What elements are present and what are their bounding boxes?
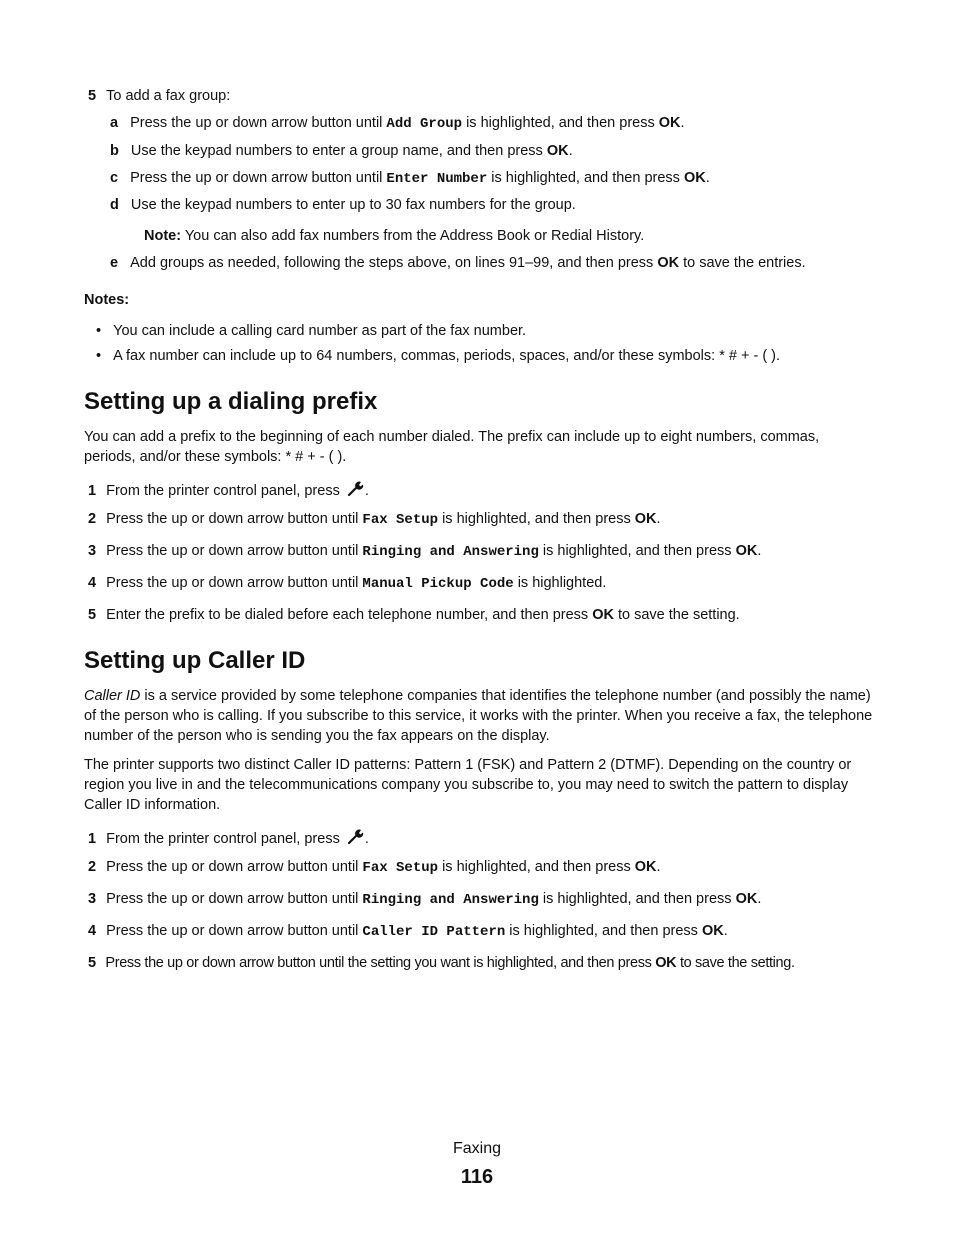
prefix-step-2 bbox=[88, 510, 661, 529]
ok-label: OK bbox=[634, 511, 657, 527]
notes-label bbox=[84, 291, 129, 309]
menu-item-code: Enter Number bbox=[386, 171, 488, 187]
substep-letter: a bbox=[110, 115, 119, 131]
step-text: Press the up or down arrow button until bbox=[106, 923, 359, 939]
step-text: Press the up or down arrow button until bbox=[106, 543, 359, 559]
substep-letter: c bbox=[110, 170, 119, 186]
section-heading: Setting up Caller ID bbox=[84, 647, 306, 674]
step-number: 3 bbox=[88, 543, 97, 559]
menu-item-code: Caller ID Pattern bbox=[362, 924, 506, 940]
step-text: Press the up or down arrow button until bbox=[106, 891, 359, 907]
punct: . bbox=[568, 143, 573, 159]
callerid-step-2 bbox=[88, 858, 661, 877]
step-text: Press the up or down arrow button until bbox=[106, 859, 359, 875]
punct: . bbox=[364, 831, 369, 847]
substep-letter: e bbox=[110, 255, 119, 271]
page-number: 116 bbox=[460, 1166, 494, 1188]
note-item-text: A fax number can include up to 64 numbers, commas, periods, spaces, and/or these symbols: * # + - ( ). bbox=[113, 348, 781, 364]
ok-label: OK bbox=[658, 115, 681, 131]
step-number: 5 bbox=[88, 955, 96, 971]
menu-item-code: Ringing and Answering bbox=[362, 892, 539, 908]
substep-letter: b bbox=[110, 143, 119, 159]
callerid-step-1 bbox=[88, 827, 369, 848]
note-text: You can also add fax numbers from the Address Book or Redial History. bbox=[184, 228, 645, 244]
step-number: 1 bbox=[88, 831, 97, 847]
intro-text: is a service provided by some telephone companies that identifies the telephone number (and possibly the name) of the person who is calling. If you subscribe to this service, it works with the printer. When you receive a fax, the telephone number of the person who is sending you the fax appears on the display. bbox=[84, 688, 873, 744]
bullet-icon: • bbox=[96, 348, 102, 364]
step-text: is highlighted, and then press bbox=[442, 511, 631, 527]
step-text: Press the up or down arrow button until bbox=[106, 575, 359, 591]
punct: . bbox=[757, 543, 762, 559]
substep-c bbox=[110, 169, 710, 188]
prefix-step-5 bbox=[88, 606, 740, 624]
punct: . bbox=[723, 923, 728, 939]
step-number: 2 bbox=[88, 859, 97, 875]
prefix-step-1 bbox=[88, 479, 369, 500]
ok-label: OK bbox=[634, 859, 657, 875]
step-number: 2 bbox=[88, 511, 97, 527]
callerid-para2: The printer supports two distinct Caller ID patterns: Pattern 1 (FSK) and Pattern 2 (DTMF). Depending on the country or region you live in and the telecommunications company you subscribe to, you may need to switch the pattern to display Caller ID information. bbox=[84, 757, 852, 813]
step-text: is highlighted. bbox=[517, 575, 607, 591]
step-text: To add a fax group: bbox=[106, 88, 231, 104]
step-text: to save the setting. bbox=[679, 955, 795, 971]
footer-section: Faxing bbox=[452, 1140, 502, 1157]
wrench-icon bbox=[347, 479, 365, 497]
step-text: is highlighted, and then press bbox=[542, 543, 732, 559]
note-item bbox=[96, 322, 526, 340]
bullet-icon: • bbox=[96, 323, 102, 339]
step-text: Press the up or down arrow button until bbox=[106, 511, 359, 527]
ok-label: OK bbox=[735, 543, 758, 559]
substep-text: to save the entries. bbox=[683, 255, 806, 271]
ok-label: OK bbox=[657, 255, 680, 271]
substep-text: Add groups as needed, following the steps above, on lines 91–99, and then press bbox=[130, 255, 654, 271]
group-step bbox=[88, 87, 230, 105]
ok-label: OK bbox=[592, 607, 614, 623]
step-text: is highlighted, and then press bbox=[442, 859, 631, 875]
step-text: From the printer control panel, press bbox=[106, 831, 340, 847]
prefix-step-3 bbox=[88, 542, 761, 561]
step-number: 5 bbox=[88, 607, 97, 623]
punct: . bbox=[656, 511, 661, 527]
punct: . bbox=[757, 891, 762, 907]
substep-text: Use the keypad numbers to enter a group name, and then press bbox=[130, 143, 543, 159]
ok-label: OK bbox=[655, 955, 677, 971]
step-number: 5 bbox=[88, 88, 97, 104]
step-text: From the printer control panel, press bbox=[106, 483, 340, 499]
section-heading: Setting up a dialing prefix bbox=[84, 388, 378, 415]
step-text: is highlighted, and then press bbox=[509, 923, 698, 939]
group-note bbox=[144, 227, 644, 245]
substep-text: Press the up or down arrow button until bbox=[130, 170, 383, 186]
menu-item-code: Add Group bbox=[386, 116, 463, 132]
substep-letter: d bbox=[110, 197, 119, 213]
ok-label: OK bbox=[546, 143, 569, 159]
ok-label: OK bbox=[735, 891, 758, 907]
menu-item-code: Fax Setup bbox=[362, 860, 439, 876]
section-intro: You can add a prefix to the beginning of each number dialed. The prefix can include up to eight numbers, commas, periods, and/or these symbols: * # + - ( ). bbox=[84, 429, 820, 465]
substep-text: Use the keypad numbers to enter up to 30 fax numbers for the group. bbox=[130, 197, 576, 213]
punct: . bbox=[656, 859, 661, 875]
step-number: 1 bbox=[88, 483, 97, 499]
substep-text: is highlighted, and then press bbox=[491, 170, 680, 186]
note-item bbox=[96, 347, 780, 365]
step-number: 4 bbox=[88, 575, 97, 591]
menu-item-code: Manual Pickup Code bbox=[362, 576, 514, 592]
punct: . bbox=[705, 170, 710, 186]
note-item-text: You can include a calling card number as part of the fax number. bbox=[113, 323, 527, 339]
step-text: Press the up or down arrow button until the setting you want is highlighted, and then press bbox=[105, 955, 652, 971]
menu-item-code: Ringing and Answering bbox=[362, 544, 539, 560]
ok-label: OK bbox=[701, 923, 724, 939]
substep-b bbox=[110, 142, 573, 160]
menu-item-code: Fax Setup bbox=[362, 512, 439, 528]
step-text: Enter the prefix to be dialed before each telephone number, and then press bbox=[106, 607, 589, 623]
wrench-icon bbox=[347, 827, 365, 845]
callerid-step-4 bbox=[88, 922, 728, 941]
substep-text: Press the up or down arrow button until bbox=[130, 115, 383, 131]
note-label: Note: bbox=[144, 228, 182, 244]
punct: . bbox=[364, 483, 369, 499]
substep-a bbox=[110, 114, 685, 133]
step-text: to save the setting. bbox=[617, 607, 740, 623]
callerid-step-5 bbox=[88, 954, 795, 972]
step-number: 3 bbox=[88, 891, 97, 907]
substep-text: is highlighted, and then press bbox=[466, 115, 655, 131]
substep-e bbox=[110, 254, 806, 272]
substep-d bbox=[110, 196, 576, 214]
step-number: 4 bbox=[88, 923, 97, 939]
prefix-step-4 bbox=[88, 574, 606, 593]
step-text: is highlighted, and then press bbox=[542, 891, 732, 907]
callerid-intro bbox=[84, 686, 874, 746]
notes-label-text: Notes: bbox=[84, 292, 130, 308]
ok-label: OK bbox=[683, 170, 706, 186]
term-italic: Caller ID bbox=[84, 688, 141, 704]
punct: . bbox=[680, 115, 685, 131]
callerid-step-3 bbox=[88, 890, 761, 909]
